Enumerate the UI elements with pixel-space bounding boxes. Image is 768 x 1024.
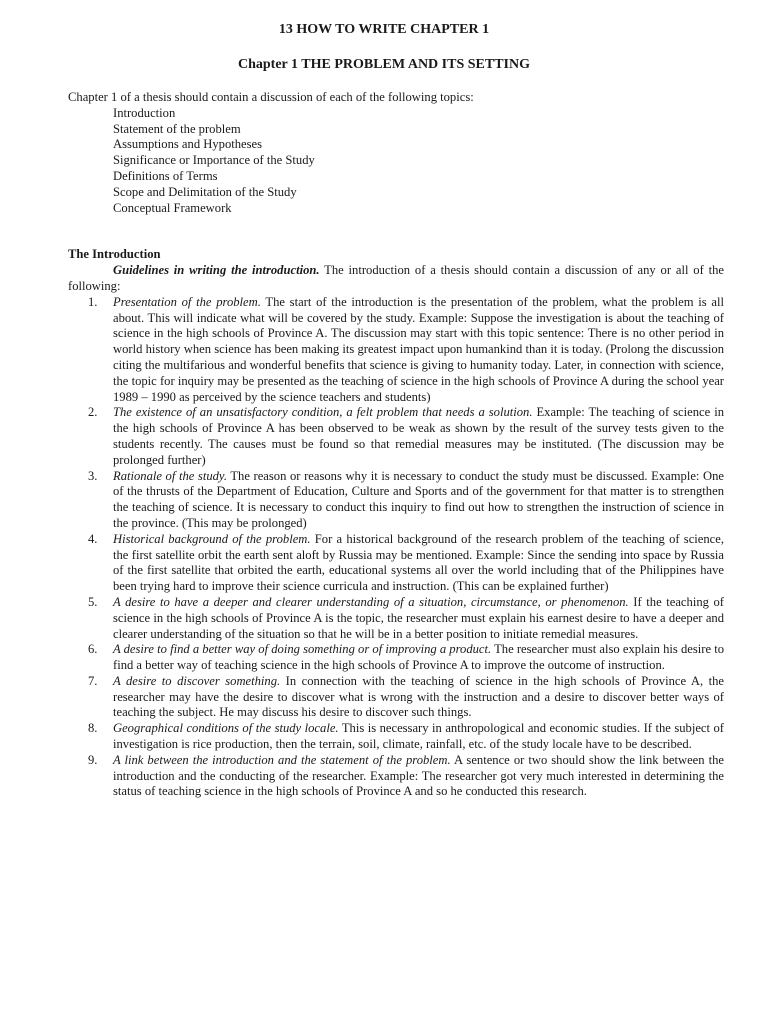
item-text: Example: The teaching of science in the high schools of Province A has been observed to be weak as shown by the result of the survey tests given to the students recently. The causes must be found so that remedial measures may be instituted. (The discussion may be prolonged further) — [113, 405, 724, 467]
item-number: 9. — [88, 752, 98, 767]
document-body — [68, 90, 724, 800]
item-text: In connection with the teaching of science in the high schools of Province A, the researcher may have the desire to discover what is wrong with the instruction and a desire to discover better ways of teaching the subject. He may discuss his desire to discover such things. — [113, 673, 724, 720]
item-number: 3. — [88, 468, 98, 483]
item-number: 2. — [88, 405, 98, 420]
guidelines-text: The introduction of a thesis should contain a discussion of any or all of the following: — [68, 263, 724, 293]
item-lead: A desire to find a better way of doing something or of improving a product. — [113, 642, 492, 657]
item-number: 8. — [88, 721, 98, 736]
topic-item: Introduction — [113, 105, 176, 120]
item-lead: A desire to have a deeper and clearer understanding of a situation, circumstance, or phenomenon. — [113, 594, 629, 609]
list-item — [68, 295, 724, 406]
item-number: 4. — [88, 531, 98, 546]
topic-item: Significance or Importance of the Study — [113, 153, 315, 168]
item-number: 5. — [88, 594, 98, 609]
intro-sentence: Chapter 1 of a thesis should contain a discussion of each of the following topics: — [68, 90, 474, 104]
item-number: 1. — [88, 294, 98, 309]
topics-list — [68, 106, 724, 217]
section-heading: The Introduction — [68, 247, 161, 262]
item-lead: A desire to discover something. — [113, 673, 281, 688]
topic-item: Scope and Delimitation of the Study — [113, 184, 297, 199]
item-text: A sentence or two should show the link between the introduction and the conducting of the researcher. Example: The researcher got very much interested in determining the status of teaching science in the high schools of Province A and so he conducted this research. — [113, 752, 724, 799]
list-item — [68, 674, 724, 721]
chapter-title: Chapter 1 THE PROBLEM AND ITS SETTING — [238, 57, 530, 72]
page-title: 13 HOW TO WRITE CHAPTER 1 — [278, 22, 490, 37]
list-item — [68, 595, 724, 642]
topic-item: Conceptual Framework — [113, 200, 232, 215]
topic-item: Statement of the problem — [113, 121, 241, 136]
item-text: This is necessary in anthropological and economic studies. If the subject of investigation is rice production, then the terrain, soil, climate, rainfall, etc. of the study locale have to be described. — [113, 721, 724, 752]
guidelines-paragraph — [68, 263, 724, 295]
item-text: The researcher must also explain his desire to find a better way of teaching science in the high schools of Province A to improve the outcome of instruction. — [113, 642, 724, 673]
list-item — [68, 469, 724, 532]
list-item — [68, 532, 724, 595]
item-number: 7. — [88, 673, 98, 688]
item-number: 6. — [88, 642, 98, 657]
list-item — [68, 405, 724, 468]
list-item — [68, 721, 724, 753]
list-item — [68, 753, 724, 800]
item-text: If the teaching of science in the high schools of Province A is the topic, the researcher must explain his earnest desire to have a deeper and clearer understanding of the situation so that he will be in a better position to initiate remedial measures. — [113, 594, 725, 641]
item-lead: A link between the introduction and the statement of the problem. — [113, 752, 451, 767]
item-lead: Presentation of the problem. — [113, 294, 261, 309]
guidelines-lead: Guidelines in writing the introduction. — [113, 263, 320, 278]
guidelines-list — [68, 295, 724, 801]
item-text: For a historical background of the research problem of the teaching of science, the first satellite orbit the earth sent aloft by Russia may be mentioned. Example: Since the sending into space by Russia of the first satellite that orbited the earth, educational systems all over the world including that of the Philippines have been trying hard to improve their science curricula and instruction. (This can be explained further) — [113, 531, 724, 594]
topic-item: Definitions of Terms — [113, 168, 218, 183]
topic-item: Assumptions and Hypotheses — [113, 137, 263, 152]
item-text: The reason or reasons why it is necessary to conduct the study must be discussed. Example: One of the thrusts of the Department of Education, Culture and Sports and of the government for that matter is to strengthen the teaching of science. It is necessary to conduct this inquiry to find out how to strengthen the instruction of science in the province. (This may be prolonged) — [113, 468, 724, 530]
item-text: The start of the introduction is the presentation of the problem, what the problem is all about. This will indicate what will be covered by the study. Example: Suppose the investigation is about the teaching of science in the high schools of Province A. The discussion may start with this topic sentence: There is no other period in world history when science has been making its greatest impact upon humankind than it is today. (Prolong the discussion citing the multifarious and wonderful benefits that science is giving to humanity today. Later, in connection with science, the topic for inquiry may be presented as the teaching of science in the high schools of Province A during the school year 1989 – 1990 as perceived by the science teachers and students) — [113, 294, 724, 404]
item-lead: Geographical conditions of the study locale. — [113, 721, 339, 736]
item-lead: Rationale of the study. — [113, 468, 227, 483]
item-lead: The existence of an unsatisfactory condition, a felt problem that needs a solution. — [113, 405, 533, 420]
item-lead: Historical background of the problem. — [113, 531, 311, 546]
list-item — [68, 642, 724, 674]
